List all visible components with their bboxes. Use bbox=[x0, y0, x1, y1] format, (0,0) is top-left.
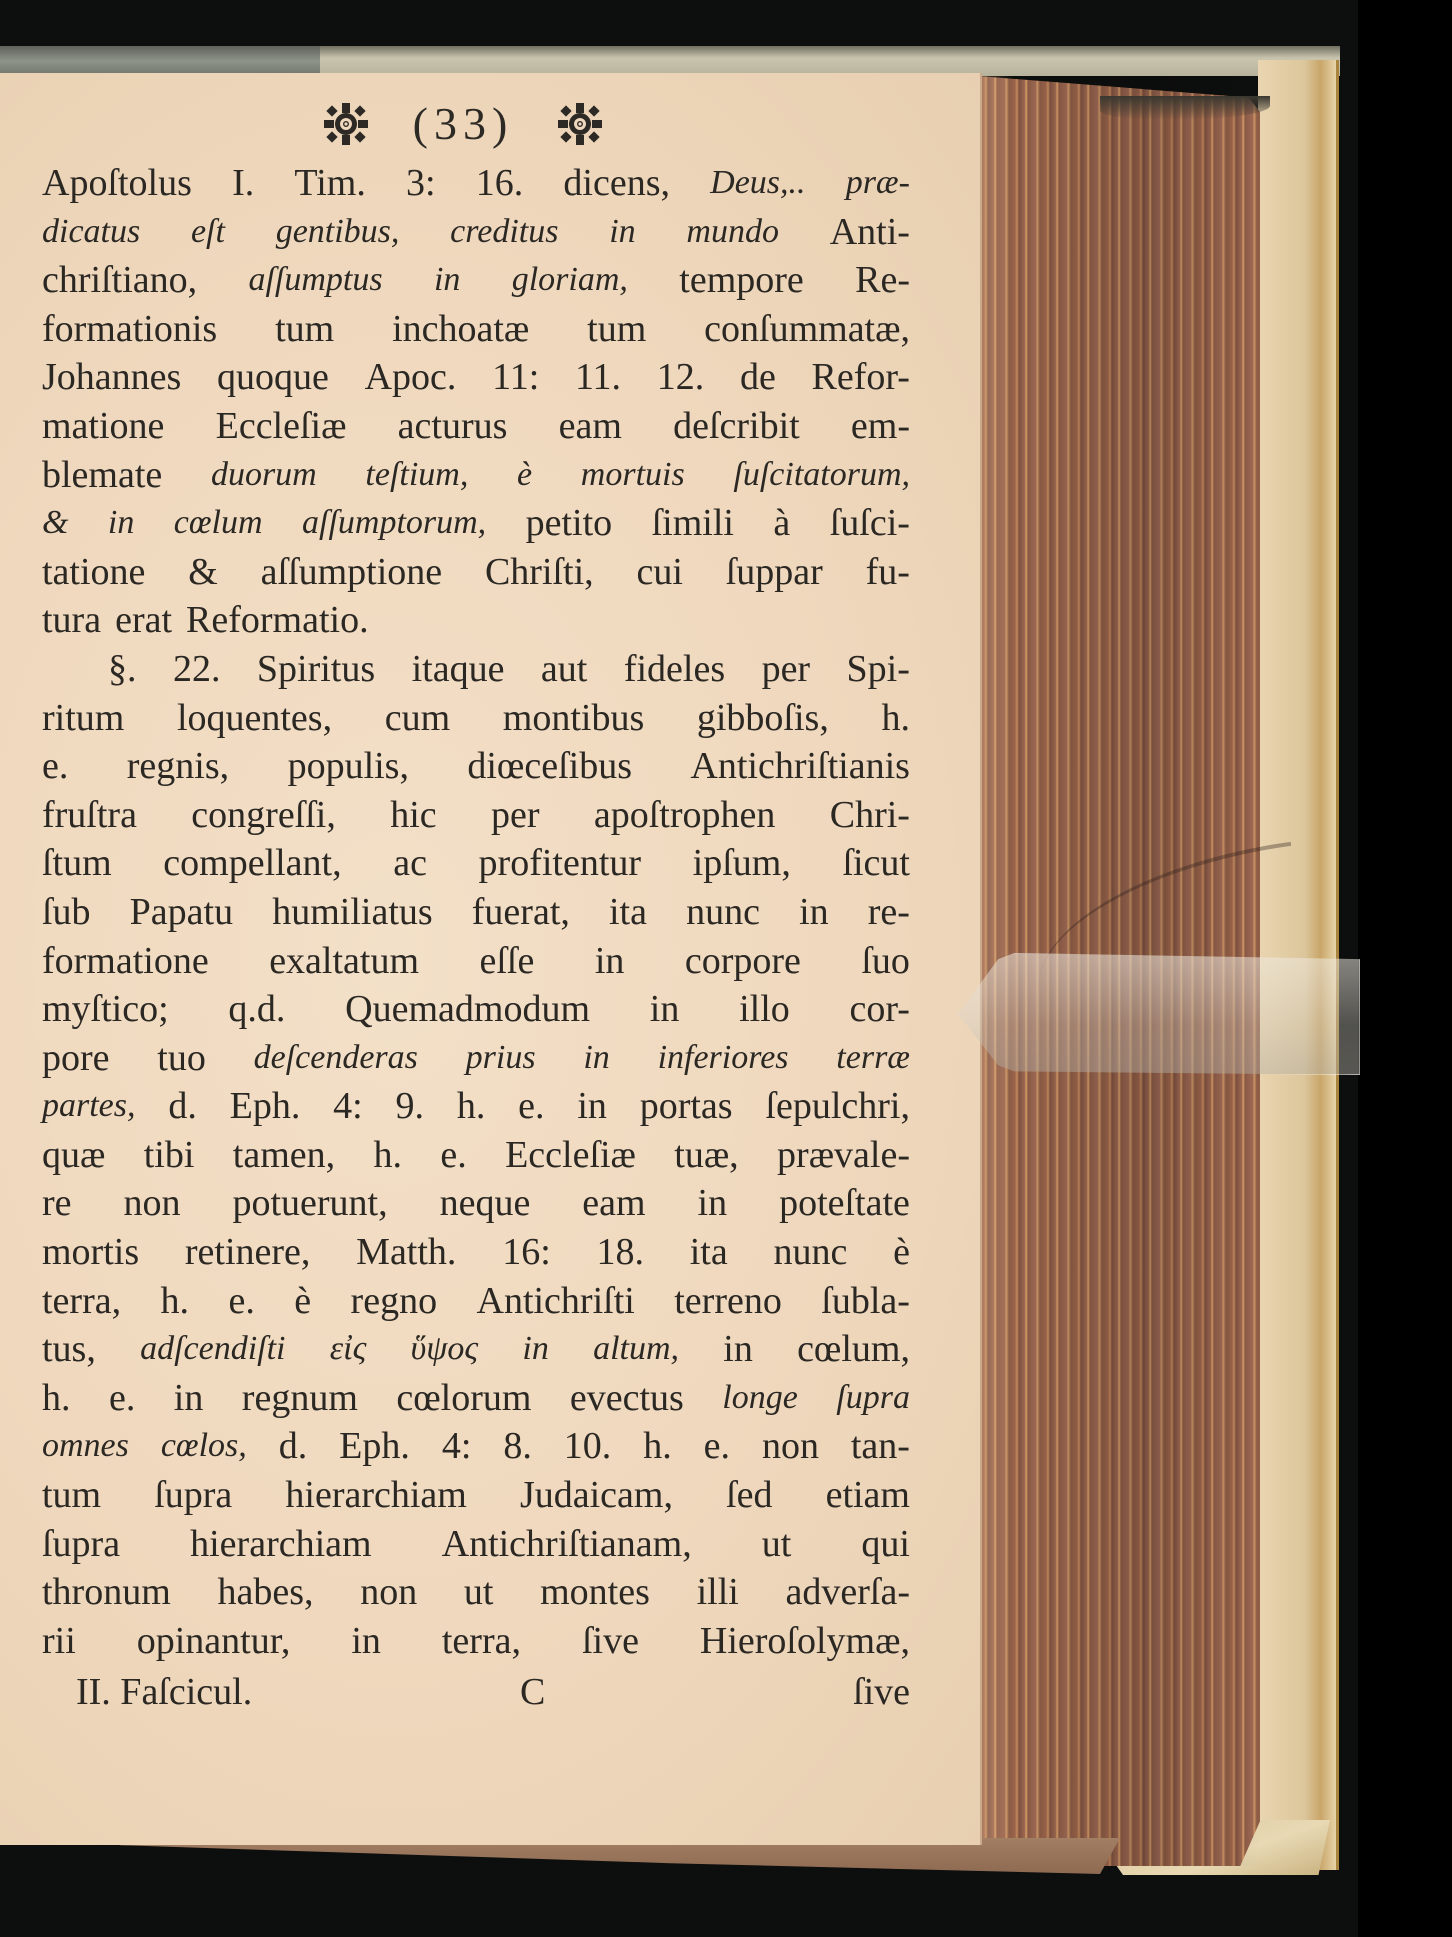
word: tatione bbox=[42, 550, 146, 593]
word: eam bbox=[582, 1182, 646, 1225]
word: hic bbox=[390, 793, 437, 836]
word: Quemadmodum bbox=[345, 988, 591, 1031]
word: altum, bbox=[593, 1330, 680, 1368]
text-line bbox=[42, 256, 910, 305]
word: potuerunt, bbox=[232, 1182, 388, 1225]
word: terreno bbox=[674, 1279, 782, 1322]
word: teſtium, bbox=[365, 455, 469, 493]
word: h. bbox=[160, 1279, 190, 1322]
word: eſt bbox=[190, 212, 225, 250]
word: fruſtra bbox=[42, 793, 137, 836]
word: e. bbox=[518, 1085, 545, 1128]
word: partes, bbox=[42, 1087, 136, 1125]
word: non bbox=[123, 1182, 181, 1225]
word: ut bbox=[761, 1522, 792, 1565]
word: tum bbox=[275, 307, 335, 350]
word: q.d. bbox=[228, 988, 286, 1031]
word: in bbox=[594, 939, 625, 982]
word: tuæ, bbox=[674, 1133, 739, 1176]
word: e. bbox=[440, 1133, 467, 1176]
word: creditus bbox=[450, 212, 559, 250]
word: ac bbox=[393, 842, 427, 885]
word: Refor- bbox=[811, 356, 910, 399]
text-line bbox=[42, 159, 910, 208]
text-line bbox=[42, 791, 910, 840]
word: d. bbox=[278, 1425, 308, 1468]
word: hierarchiam bbox=[190, 1522, 372, 1565]
word: 3: bbox=[406, 162, 436, 204]
word: ſicut bbox=[842, 842, 910, 885]
word: aſſumptione bbox=[260, 550, 443, 593]
word: in bbox=[173, 1376, 204, 1419]
word: cœlum bbox=[173, 504, 263, 542]
word: rii bbox=[42, 1619, 76, 1662]
word: nunc bbox=[773, 1231, 848, 1274]
word: ſub bbox=[42, 890, 91, 933]
text-line bbox=[42, 1422, 910, 1471]
word: mortis bbox=[42, 1231, 140, 1274]
word: retinere, bbox=[184, 1231, 311, 1274]
word: non bbox=[360, 1571, 418, 1614]
text-line bbox=[42, 839, 910, 888]
word: in bbox=[433, 261, 461, 299]
word: h. bbox=[456, 1085, 486, 1128]
word: ritum bbox=[42, 696, 125, 739]
word: Apoſtolus bbox=[42, 162, 192, 204]
word: tibi bbox=[143, 1133, 195, 1176]
page-header bbox=[318, 99, 608, 149]
word: d. bbox=[168, 1085, 197, 1128]
word: corpore bbox=[684, 939, 801, 982]
book-page bbox=[0, 73, 982, 1845]
word: Matth. bbox=[356, 1231, 457, 1274]
word: per bbox=[761, 647, 811, 690]
word: gentibus, bbox=[275, 212, 400, 250]
word: ſuppar bbox=[725, 550, 823, 593]
word: illi bbox=[696, 1571, 739, 1614]
word: blemate bbox=[42, 453, 163, 496]
word: ut bbox=[463, 1571, 494, 1614]
word: Chri- bbox=[829, 793, 910, 836]
word: Re- bbox=[855, 259, 910, 302]
page-footer bbox=[42, 1668, 910, 1716]
word: εἰς bbox=[329, 1330, 367, 1368]
catchword: ſive bbox=[853, 1671, 910, 1713]
word: 16: bbox=[502, 1231, 551, 1274]
word: cor- bbox=[849, 988, 910, 1031]
word: regnum bbox=[241, 1376, 358, 1419]
signature-label: II. Faſcicul. bbox=[76, 1671, 253, 1713]
text-line bbox=[42, 888, 910, 937]
word: de bbox=[739, 356, 776, 399]
word: matione bbox=[42, 404, 165, 447]
fleuron-ornament-icon bbox=[552, 101, 608, 147]
word: eſſe bbox=[479, 939, 535, 982]
word: ſuſcitatorum, bbox=[733, 455, 910, 493]
word: gibboſis, bbox=[696, 696, 829, 739]
word: & bbox=[42, 504, 69, 542]
word: habes, bbox=[217, 1571, 314, 1614]
book-spine-fragment bbox=[0, 46, 320, 76]
word: portas bbox=[639, 1085, 733, 1128]
word: fideles bbox=[623, 647, 726, 690]
word: in bbox=[583, 1038, 610, 1076]
word: thronum bbox=[42, 1571, 171, 1614]
word: ſupra bbox=[836, 1378, 910, 1416]
word: è bbox=[517, 455, 533, 493]
word: præ- bbox=[845, 164, 910, 201]
word: 4: bbox=[333, 1085, 363, 1128]
word: quoque bbox=[217, 356, 329, 399]
word: Spiritus bbox=[256, 647, 376, 690]
text-line bbox=[42, 499, 910, 548]
word: Chriſti, bbox=[484, 550, 594, 593]
text-line bbox=[42, 1277, 910, 1326]
text-line bbox=[42, 985, 910, 1034]
text-line bbox=[42, 742, 910, 791]
word: in bbox=[577, 1085, 607, 1128]
word: in bbox=[107, 504, 135, 542]
word: re bbox=[42, 1182, 72, 1225]
text-line bbox=[42, 305, 910, 354]
word: em- bbox=[850, 404, 910, 447]
text-line bbox=[42, 1034, 910, 1083]
word: formationis bbox=[42, 307, 218, 350]
word: prævale- bbox=[777, 1133, 910, 1176]
text-line bbox=[42, 937, 910, 986]
word: apoſtrophen bbox=[593, 793, 776, 836]
word: cœlos, bbox=[160, 1427, 247, 1465]
word: tempore bbox=[679, 259, 804, 302]
word: in bbox=[697, 1182, 728, 1225]
word: 12. bbox=[656, 356, 705, 399]
word: 11. bbox=[574, 356, 622, 399]
word: e. bbox=[703, 1425, 730, 1468]
text-line bbox=[42, 1228, 910, 1277]
word: in bbox=[799, 890, 829, 933]
word: inchoatæ bbox=[392, 307, 530, 350]
word: cui bbox=[636, 550, 683, 593]
word: loquentes, bbox=[176, 696, 333, 739]
text-line bbox=[42, 596, 910, 645]
word: Hieroſolymæ, bbox=[699, 1619, 910, 1662]
word: Eph. bbox=[339, 1425, 410, 1468]
word: h. bbox=[42, 1376, 71, 1419]
word: aut bbox=[540, 647, 588, 690]
word: §. bbox=[108, 647, 137, 690]
text-line bbox=[42, 1520, 910, 1569]
word: adverſa- bbox=[785, 1571, 910, 1614]
word: aſſumptus bbox=[248, 261, 383, 299]
word: regno bbox=[350, 1279, 438, 1322]
word: tan- bbox=[850, 1425, 910, 1468]
word: ita bbox=[689, 1231, 728, 1274]
word: Tim. bbox=[294, 162, 366, 204]
word: ſtum bbox=[42, 842, 112, 885]
page-number: (33) bbox=[412, 98, 514, 149]
word: longe bbox=[722, 1378, 798, 1416]
word: formatione bbox=[42, 939, 209, 982]
word: conſummatæ, bbox=[704, 307, 910, 350]
word: quæ bbox=[42, 1133, 106, 1176]
word: 16. bbox=[475, 162, 524, 204]
word: ſuo bbox=[861, 939, 910, 982]
word: è bbox=[294, 1279, 312, 1322]
word: in bbox=[522, 1330, 549, 1368]
word: duorum bbox=[210, 455, 317, 493]
word: cum bbox=[384, 696, 451, 739]
text-line bbox=[42, 451, 910, 500]
word: terra, bbox=[441, 1619, 521, 1662]
word: erat bbox=[115, 599, 173, 642]
word: ſed bbox=[726, 1474, 773, 1517]
word: etiam bbox=[825, 1474, 910, 1517]
word: opinantur, bbox=[136, 1619, 291, 1662]
word: 9. bbox=[395, 1085, 425, 1128]
word: prius bbox=[465, 1038, 536, 1076]
text-line bbox=[42, 548, 910, 597]
word: deſcribit bbox=[673, 404, 800, 447]
word: 10. bbox=[563, 1425, 612, 1468]
word: ſupra bbox=[154, 1474, 233, 1517]
word: Anti- bbox=[829, 210, 910, 253]
word: ita bbox=[609, 890, 647, 933]
word: profitentur bbox=[478, 842, 642, 885]
word: gloriam, bbox=[511, 261, 628, 299]
word: tus, bbox=[42, 1328, 96, 1371]
word: mundo bbox=[686, 212, 779, 250]
word: è bbox=[893, 1231, 910, 1274]
word: in bbox=[351, 1619, 381, 1662]
word: tum bbox=[587, 307, 647, 350]
word: Antichriſti bbox=[476, 1279, 635, 1322]
text-line bbox=[42, 1131, 910, 1180]
word: mortuis bbox=[580, 455, 685, 493]
word: tum bbox=[42, 1474, 102, 1517]
word: poteſtate bbox=[779, 1182, 910, 1225]
word: evectus bbox=[569, 1376, 684, 1419]
word: congreſſi, bbox=[191, 793, 336, 836]
word: hierarchiam bbox=[285, 1474, 467, 1517]
word: neque bbox=[439, 1182, 531, 1225]
word: myſtico; bbox=[42, 988, 169, 1031]
word: aſſumptorum, bbox=[302, 504, 487, 542]
word: h. bbox=[643, 1425, 672, 1468]
signature-mark: C bbox=[519, 1671, 546, 1713]
text-line bbox=[42, 402, 910, 451]
word: montibus bbox=[502, 696, 645, 739]
word: non bbox=[761, 1425, 819, 1468]
word: montes bbox=[540, 1571, 650, 1614]
word: inferiores bbox=[657, 1038, 789, 1076]
word: ſimili bbox=[651, 502, 734, 545]
word: & bbox=[188, 550, 218, 593]
word: fuerat, bbox=[471, 890, 570, 933]
word: Deus,.. bbox=[710, 164, 806, 201]
word: Papatu bbox=[129, 890, 234, 933]
word: ſepulchri, bbox=[765, 1085, 910, 1128]
text-line bbox=[42, 1617, 910, 1666]
word: diœceſibus bbox=[467, 745, 633, 788]
word: humiliatus bbox=[272, 890, 433, 933]
text-line bbox=[42, 1568, 910, 1617]
word: ὕψος bbox=[410, 1330, 479, 1368]
word: tamen, bbox=[232, 1133, 336, 1176]
word: acturus bbox=[397, 404, 508, 447]
word: 22. bbox=[172, 647, 221, 690]
word: h. bbox=[881, 696, 910, 739]
word: compellant, bbox=[163, 842, 342, 885]
text-line bbox=[42, 645, 910, 694]
word: cœlum, bbox=[797, 1328, 910, 1371]
word: Eccleſiæ bbox=[505, 1133, 636, 1176]
word: Antichriſtianis bbox=[690, 745, 910, 788]
word: à bbox=[773, 502, 791, 545]
fleuron-ornament-icon bbox=[318, 101, 374, 147]
word: 11: bbox=[492, 356, 540, 399]
word: regnis, bbox=[126, 745, 230, 788]
word: tura bbox=[42, 599, 102, 642]
word: populis, bbox=[287, 745, 409, 788]
word: Spi- bbox=[846, 647, 910, 690]
page-body-text bbox=[42, 159, 910, 1665]
word: 8. bbox=[503, 1425, 532, 1468]
word: eam bbox=[558, 404, 622, 447]
word: ſupra bbox=[42, 1522, 121, 1565]
word: in bbox=[649, 988, 680, 1031]
word: dicatus bbox=[42, 212, 141, 250]
word: Apoc. bbox=[364, 356, 457, 399]
word: Eph. bbox=[229, 1085, 301, 1128]
word: tuo bbox=[157, 1036, 206, 1079]
word: per bbox=[490, 793, 540, 836]
word: qui bbox=[861, 1522, 910, 1565]
word: adſcendiſti bbox=[140, 1330, 286, 1368]
transparent-bookmark-tab bbox=[958, 953, 1360, 1075]
word: itaque bbox=[411, 647, 505, 690]
word: exaltatum bbox=[269, 939, 420, 982]
text-line bbox=[42, 1374, 910, 1423]
word: 18. bbox=[596, 1231, 644, 1274]
word: ſive bbox=[581, 1619, 639, 1662]
word: illo bbox=[739, 988, 790, 1031]
word: e. bbox=[42, 745, 69, 788]
word: dicens, bbox=[563, 162, 670, 204]
text-line bbox=[42, 1471, 910, 1520]
text-line bbox=[42, 694, 910, 743]
word: fu- bbox=[865, 550, 910, 593]
word: ſuſci- bbox=[829, 502, 910, 545]
word: omnes bbox=[42, 1427, 129, 1465]
word: I. bbox=[232, 162, 255, 204]
text-line bbox=[42, 1179, 910, 1228]
word: Eccleſiæ bbox=[215, 404, 347, 447]
word: terra, bbox=[42, 1279, 122, 1322]
word: e. bbox=[108, 1376, 136, 1419]
word: in bbox=[723, 1328, 753, 1371]
text-line bbox=[42, 208, 910, 257]
word: ipſum, bbox=[692, 842, 791, 885]
word: chriſtiano, bbox=[42, 259, 198, 302]
word: nunc bbox=[686, 890, 760, 933]
word: Antichriſtianam, bbox=[441, 1522, 692, 1565]
word: petito bbox=[525, 502, 613, 545]
word: e. bbox=[228, 1279, 255, 1322]
word: Johannes bbox=[42, 356, 182, 399]
word: terræ bbox=[836, 1038, 910, 1076]
word: deſcenderas bbox=[253, 1038, 418, 1076]
word: cœlorum bbox=[396, 1376, 532, 1419]
word: Reformatio. bbox=[186, 599, 369, 642]
word: 4: bbox=[441, 1425, 472, 1468]
text-line bbox=[42, 353, 910, 402]
word: in bbox=[609, 212, 636, 250]
word: pore bbox=[42, 1036, 110, 1079]
text-line bbox=[42, 1325, 910, 1374]
word: re- bbox=[867, 890, 910, 933]
word: h. bbox=[373, 1133, 402, 1176]
word: ſubla- bbox=[821, 1279, 910, 1322]
word: Judaicam, bbox=[519, 1474, 673, 1517]
text-line bbox=[42, 1082, 910, 1131]
